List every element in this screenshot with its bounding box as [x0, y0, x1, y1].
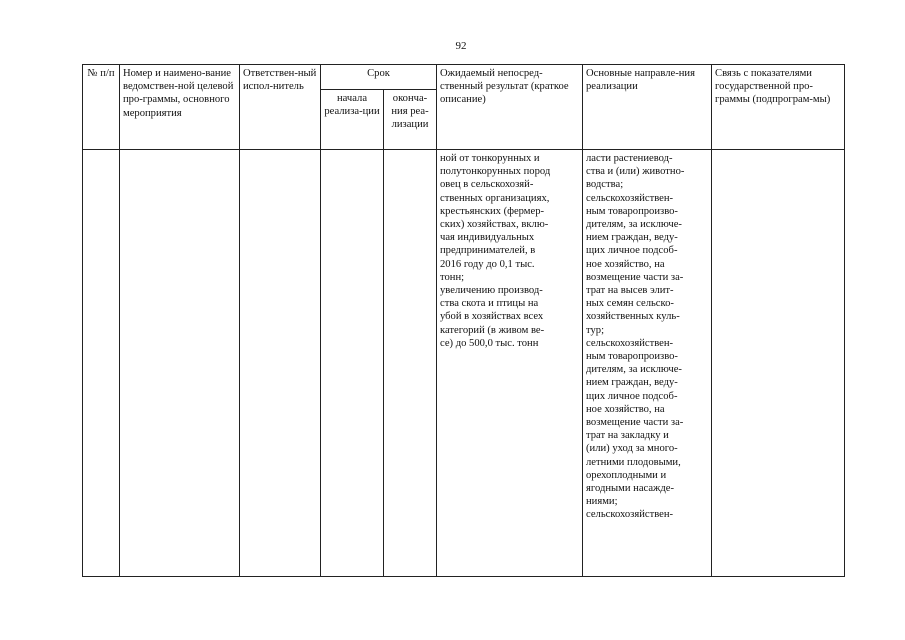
directions-line: тур;	[586, 324, 605, 336]
directions-line: щих личное подсоб-	[586, 245, 678, 257]
expected-line: 2016 году до 0,1 тыс.	[440, 258, 535, 270]
directions-line: дителям, за исключе-	[586, 364, 682, 376]
directions-line: нием граждан, веду-	[586, 377, 678, 389]
header-directions: Основные направле-ния реализации	[583, 65, 712, 150]
header-name: Номер и наимено-вание ведомствен-ной целевой про-граммы, основного мероприятия	[120, 65, 240, 150]
expected-line: ной от тонкорунных и	[440, 153, 540, 164]
cell-term-start	[321, 150, 384, 577]
expected-line: крестьянских (фермер-	[440, 205, 545, 217]
expected-line: увеличению производ-	[440, 285, 543, 297]
header-num: № п/п	[83, 65, 120, 150]
header-term-end: оконча-ния реа-лизации	[384, 90, 437, 150]
directions-line: щих личное подсоб-	[586, 390, 678, 402]
directions-line: водства;	[586, 179, 624, 191]
directions-line: сельскохозяйствен-	[586, 192, 674, 204]
directions-line: ласти растениевод-	[586, 153, 673, 164]
cell-num	[83, 150, 120, 577]
page-number: 92	[455, 40, 467, 52]
header-link-indicators: Связь с показателями государственной про-граммы (подпрограм-мы)	[712, 65, 845, 150]
table-row	[83, 150, 845, 577]
program-table	[82, 64, 845, 577]
directions-line: хозяйственных куль-	[586, 311, 680, 323]
expected-line: се) до 500,0 тыс. тонн	[440, 337, 539, 349]
header-responsible: Ответствен-ный испол-нитель	[240, 65, 321, 150]
header-term-start: начала реализа-ции	[321, 90, 384, 150]
directions-line: нием граждан, веду-	[586, 232, 678, 244]
directions-line: ным товаропроизво-	[586, 351, 678, 363]
cell-directions	[583, 150, 712, 577]
directions-line: сельскохозяйствен-	[586, 509, 674, 521]
directions-line: ным товаропроизво-	[586, 205, 678, 217]
expected-line: овец в сельскохозяй-	[440, 179, 534, 191]
header-expected-result: Ожидаемый непосред-ственный результат (краткое описание)	[437, 65, 583, 150]
directions-line: возмещение части за-	[586, 271, 684, 283]
directions-line: ниями;	[586, 496, 618, 508]
expected-line: ства скота и птицы на	[440, 298, 539, 310]
directions-line: орехоплодными и	[586, 469, 667, 481]
directions-line: возмещение части за-	[586, 417, 684, 429]
header-row-top	[83, 65, 845, 90]
cell-responsible	[240, 150, 321, 577]
header-term: Срок	[321, 65, 437, 90]
directions-line: (или) уход за много-	[586, 443, 678, 455]
directions-line: ягодными насажде-	[586, 483, 674, 495]
cell-term-end	[384, 150, 437, 577]
expected-line: предпринимателей, в	[440, 245, 536, 257]
expected-line: полутонкорунных пород	[440, 166, 551, 178]
expected-line: тонн;	[440, 271, 465, 283]
directions-line: летними плодовыми,	[586, 456, 681, 468]
cell-expected-result	[437, 150, 583, 577]
directions-line: сельскохозяйствен-	[586, 337, 674, 349]
directions-line: трат на закладку и	[586, 430, 669, 442]
directions-line: ное хозяйство, на	[586, 258, 665, 270]
expected-line: ственных организациях,	[440, 192, 550, 204]
directions-line: дителям, за исключе-	[586, 219, 682, 231]
expected-line: ских) хозяйствах, вклю-	[440, 219, 549, 231]
cell-link-indicators	[712, 150, 845, 577]
directions-line: ное хозяйство, на	[586, 403, 665, 415]
directions-line: ных семян сельско-	[586, 298, 674, 310]
directions-line: трат на высев элит-	[586, 285, 674, 297]
directions-line: ства и (или) животно-	[586, 166, 685, 178]
expected-line: убой в хозяйствах всех	[440, 311, 544, 323]
expected-line: категорий (в живом ве-	[440, 324, 545, 336]
cell-name	[120, 150, 240, 577]
expected-line: чая индивидуальных	[440, 232, 535, 244]
